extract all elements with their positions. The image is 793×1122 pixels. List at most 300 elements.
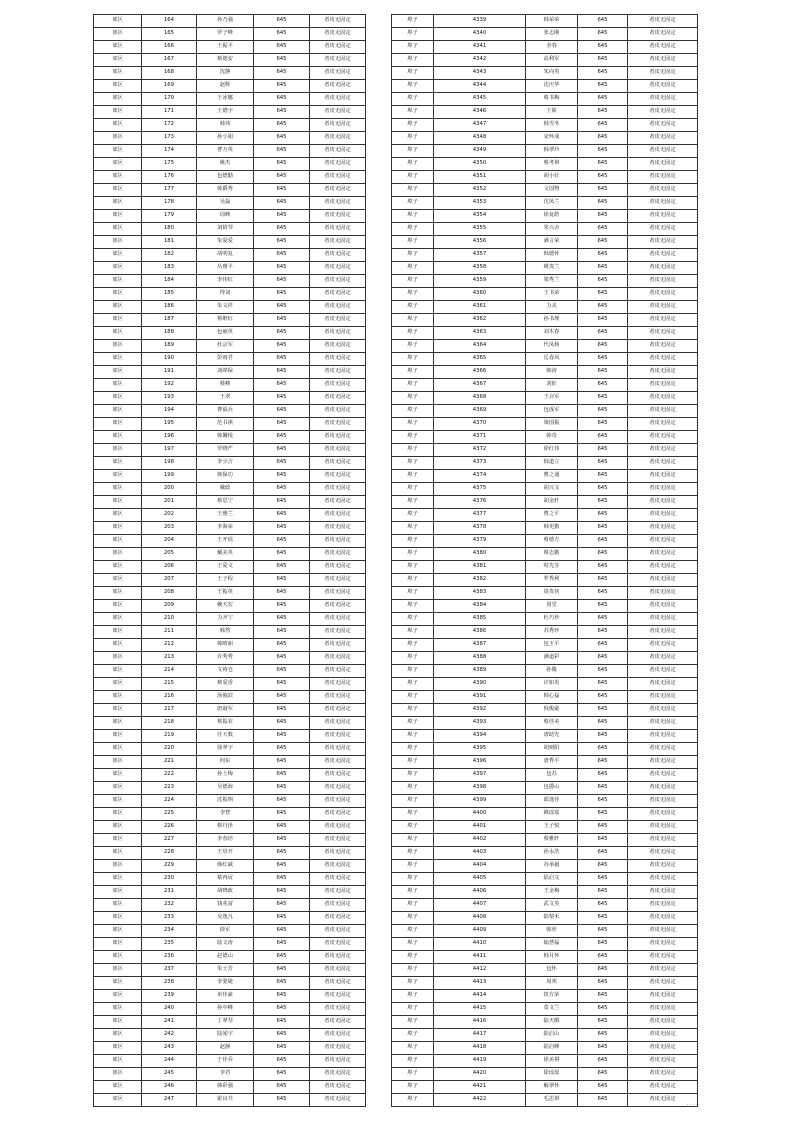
district-cell: 埠子 — [392, 145, 434, 158]
amount-cell: 645 — [578, 470, 628, 483]
status-cell: 者皮无固定 — [628, 444, 698, 457]
status-cell: 者皮无固定 — [628, 262, 698, 275]
roster-table-right — [391, 14, 698, 1107]
name-cell: 胡金轩 — [526, 496, 578, 509]
table-row — [94, 67, 366, 80]
name-cell: 韩道立 — [526, 457, 578, 470]
name-cell: 丛雅平 — [197, 262, 254, 275]
district-cell: 郊区 — [94, 691, 142, 704]
amount-cell: 645 — [254, 405, 310, 418]
seq-cell: 4351 — [434, 171, 526, 184]
amount-cell: 645 — [578, 600, 628, 613]
status-cell: 者皮无固定 — [310, 1068, 366, 1081]
amount-cell: 645 — [578, 613, 628, 626]
table-row — [392, 379, 698, 392]
status-cell: 者皮无固定 — [628, 652, 698, 665]
table-row — [94, 509, 366, 522]
district-cell: 埠子 — [392, 314, 434, 327]
table-row — [94, 405, 366, 418]
district-cell: 郊区 — [94, 678, 142, 691]
amount-cell: 645 — [254, 899, 310, 912]
name-cell: 王翠 — [197, 392, 254, 405]
status-cell: 者皮无固定 — [310, 80, 366, 93]
district-cell: 埠子 — [392, 353, 434, 366]
seq-cell: 4350 — [434, 158, 526, 171]
seq-cell: 191 — [142, 366, 197, 379]
name-cell: 朱向英 — [526, 67, 578, 80]
seq-cell: 4387 — [434, 639, 526, 652]
amount-cell: 645 — [578, 444, 628, 457]
name-cell: 李要婕 — [197, 977, 254, 990]
table-row — [94, 626, 366, 639]
table-row — [94, 652, 366, 665]
amount-cell: 645 — [254, 444, 310, 457]
amount-cell: 645 — [254, 652, 310, 665]
name-cell: 王书荣 — [526, 288, 578, 301]
status-cell: 者皮无固定 — [310, 145, 366, 158]
table-row — [94, 743, 366, 756]
amount-cell: 645 — [578, 28, 628, 41]
amount-cell: 645 — [254, 977, 310, 990]
name-cell: 李春培 — [197, 834, 254, 847]
status-cell: 者皮无固定 — [628, 977, 698, 990]
seq-cell: 4342 — [434, 54, 526, 67]
amount-cell: 645 — [254, 834, 310, 847]
name-cell: 沈庆华 — [526, 80, 578, 93]
seq-cell: 4382 — [434, 574, 526, 587]
table-row — [392, 730, 698, 743]
seq-cell: 4344 — [434, 80, 526, 93]
table-row — [392, 223, 698, 236]
seq-cell: 206 — [142, 561, 197, 574]
district-cell: 郊区 — [94, 28, 142, 41]
table-row — [392, 28, 698, 41]
status-cell: 者皮无固定 — [628, 704, 698, 717]
amount-cell: 645 — [578, 574, 628, 587]
status-cell: 者皮无固定 — [310, 184, 366, 197]
name-cell: 陆启文 — [526, 873, 578, 886]
table-row — [94, 366, 366, 379]
seq-cell: 4392 — [434, 704, 526, 717]
district-cell: 郊区 — [94, 1055, 142, 1068]
district-cell: 埠子 — [392, 366, 434, 379]
seq-cell: 200 — [142, 483, 197, 496]
district-cell: 埠子 — [392, 106, 434, 119]
seq-cell: 187 — [142, 314, 197, 327]
table-row — [94, 886, 366, 899]
name-cell: 高利军 — [526, 54, 578, 67]
status-cell: 者皮无固定 — [310, 379, 366, 392]
district-cell: 郊区 — [94, 899, 142, 912]
amount-cell: 645 — [254, 1055, 310, 1068]
district-cell: 埠子 — [392, 249, 434, 262]
district-cell: 郊区 — [94, 613, 142, 626]
status-cell: 者皮无固定 — [310, 444, 366, 457]
seq-cell: 4354 — [434, 210, 526, 223]
status-cell: 者皮无固定 — [628, 990, 698, 1003]
amount-cell: 645 — [578, 457, 628, 470]
table-row — [392, 158, 698, 171]
status-cell: 者皮无固定 — [628, 535, 698, 548]
district-cell: 埠子 — [392, 769, 434, 782]
name-cell: 韩翠玲 — [526, 145, 578, 158]
seq-cell: 4408 — [434, 912, 526, 925]
seq-cell: 210 — [142, 613, 197, 626]
status-cell: 者皮无固定 — [628, 1029, 698, 1042]
seq-cell: 4365 — [434, 353, 526, 366]
district-cell: 郊区 — [94, 860, 142, 873]
status-cell: 者皮无固定 — [628, 1016, 698, 1029]
seq-cell: 224 — [142, 795, 197, 808]
district-cell: 埠子 — [392, 561, 434, 574]
name-cell: 姚杰 — [197, 158, 254, 171]
district-cell: 埠子 — [392, 691, 434, 704]
name-cell: 徐翠宇 — [197, 743, 254, 756]
amount-cell: 645 — [254, 639, 310, 652]
district-cell: 郊区 — [94, 392, 142, 405]
table-row — [94, 15, 366, 28]
table-row — [392, 301, 698, 314]
seq-cell: 4375 — [434, 483, 526, 496]
amount-cell: 645 — [578, 171, 628, 184]
status-cell: 者皮无固定 — [628, 171, 698, 184]
name-cell: 谷承毅 — [526, 860, 578, 873]
seq-cell: 220 — [142, 743, 197, 756]
district-cell: 埠子 — [392, 119, 434, 132]
amount-cell: 645 — [578, 15, 628, 28]
district-cell: 郊区 — [94, 1081, 142, 1094]
table-row — [392, 418, 698, 431]
name-cell: 蔡思宁 — [197, 496, 254, 509]
status-cell: 者皮无固定 — [628, 873, 698, 886]
seq-cell: 4352 — [434, 184, 526, 197]
status-cell: 者皮无固定 — [628, 340, 698, 353]
district-cell: 埠子 — [392, 496, 434, 509]
district-cell: 郊区 — [94, 314, 142, 327]
amount-cell: 645 — [578, 1042, 628, 1055]
district-cell: 埠子 — [392, 600, 434, 613]
seq-cell: 4373 — [434, 457, 526, 470]
status-cell: 者皮无固定 — [310, 665, 366, 678]
district-cell: 郊区 — [94, 509, 142, 522]
district-cell: 埠子 — [392, 652, 434, 665]
table-row — [94, 340, 366, 353]
table-row — [94, 1042, 366, 1055]
status-cell: 者皮无固定 — [628, 223, 698, 236]
amount-cell: 645 — [578, 223, 628, 236]
district-cell: 埠子 — [392, 275, 434, 288]
seq-cell: 4399 — [434, 795, 526, 808]
seq-cell: 199 — [142, 470, 197, 483]
district-cell: 郊区 — [94, 1003, 142, 1016]
seq-cell: 177 — [142, 184, 197, 197]
district-cell: 郊区 — [94, 548, 142, 561]
name-cell: 蔡德安 — [197, 54, 254, 67]
status-cell: 者皮无固定 — [310, 1003, 366, 1016]
amount-cell: 645 — [578, 639, 628, 652]
district-cell: 埠子 — [392, 548, 434, 561]
status-cell: 者皮无固定 — [628, 626, 698, 639]
amount-cell: 645 — [254, 782, 310, 795]
district-cell: 埠子 — [392, 470, 434, 483]
amount-cell: 645 — [254, 1068, 310, 1081]
status-cell: 者皮无固定 — [310, 405, 366, 418]
amount-cell: 645 — [578, 132, 628, 145]
amount-cell: 645 — [254, 561, 310, 574]
name-cell: 朱文祥 — [197, 301, 254, 314]
status-cell: 者皮无固定 — [628, 236, 698, 249]
district-cell: 埠子 — [392, 80, 434, 93]
status-cell: 者皮无固定 — [628, 912, 698, 925]
table-row — [392, 171, 698, 184]
table-row — [392, 314, 698, 327]
status-cell: 者皮无固定 — [310, 366, 366, 379]
table-row — [392, 145, 698, 158]
seq-cell: 4389 — [434, 665, 526, 678]
status-cell: 者皮无固定 — [628, 28, 698, 41]
amount-cell: 645 — [578, 717, 628, 730]
district-cell: 埠子 — [392, 795, 434, 808]
name-cell: 徐瑶瑶 — [526, 1068, 578, 1081]
name-cell: 力齐宁 — [197, 613, 254, 626]
name-cell: 单佳豪 — [197, 990, 254, 1003]
status-cell: 者皮无固定 — [310, 678, 366, 691]
district-cell: 埠子 — [392, 67, 434, 80]
amount-cell: 645 — [254, 717, 310, 730]
seq-cell: 207 — [142, 574, 197, 587]
status-cell: 者皮无固定 — [310, 977, 366, 990]
status-cell: 者皮无固定 — [628, 639, 698, 652]
amount-cell: 645 — [578, 158, 628, 171]
name-cell: 李智 — [197, 808, 254, 821]
amount-cell: 645 — [254, 704, 310, 717]
table-row — [94, 184, 366, 197]
status-cell: 者皮无固定 — [310, 288, 366, 301]
table-row — [392, 769, 698, 782]
name-cell: 韩德怀 — [526, 249, 578, 262]
amount-cell: 645 — [254, 210, 310, 223]
amount-cell: 645 — [254, 990, 310, 1003]
name-cell: 韩月怀 — [526, 951, 578, 964]
name-cell: 许秀秀 — [197, 652, 254, 665]
status-cell: 者皮无固定 — [310, 223, 366, 236]
seq-cell: 4371 — [434, 431, 526, 444]
table-row — [392, 1003, 698, 1016]
table-row — [392, 184, 698, 197]
status-cell: 者皮无固定 — [628, 457, 698, 470]
status-cell: 者皮无固定 — [310, 1042, 366, 1055]
table-row — [94, 496, 366, 509]
name-cell: 赖天宏 — [197, 600, 254, 613]
seq-cell: 236 — [142, 951, 197, 964]
name-cell: 胡晓政 — [197, 886, 254, 899]
seq-cell: 201 — [142, 496, 197, 509]
roster-table-body — [392, 15, 698, 1107]
district-cell: 郊区 — [94, 197, 142, 210]
table-row — [392, 795, 698, 808]
status-cell: 者皮无固定 — [628, 743, 698, 756]
status-cell: 者皮无固定 — [310, 132, 366, 145]
seq-cell: 237 — [142, 964, 197, 977]
name-cell: 蔡丹泽 — [197, 821, 254, 834]
amount-cell: 645 — [578, 561, 628, 574]
district-cell: 郊区 — [94, 41, 142, 54]
amount-cell: 645 — [578, 873, 628, 886]
table-row — [94, 951, 366, 964]
name-cell: 徐红伟 — [526, 444, 578, 457]
status-cell: 者皮无固定 — [310, 483, 366, 496]
amount-cell: 645 — [578, 522, 628, 535]
name-cell: 解翠怀 — [526, 1081, 578, 1094]
name-cell: 丁翠琴 — [197, 1016, 254, 1029]
amount-cell: 645 — [254, 1094, 310, 1107]
name-cell: 蔡再谊 — [197, 873, 254, 886]
name-cell: 蔡峰 — [197, 379, 254, 392]
status-cell: 者皮无固定 — [628, 1003, 698, 1016]
seq-cell: 4366 — [434, 366, 526, 379]
seq-cell: 4421 — [434, 1081, 526, 1094]
amount-cell: 645 — [578, 353, 628, 366]
seq-cell: 174 — [142, 145, 197, 158]
seq-cell: 192 — [142, 379, 197, 392]
seq-cell: 4340 — [434, 28, 526, 41]
table-row — [392, 548, 698, 561]
table-row — [392, 119, 698, 132]
table-row — [94, 964, 366, 977]
name-cell: 胡兴文 — [526, 483, 578, 496]
name-cell: 王召军 — [526, 392, 578, 405]
name-cell: 王开瑶 — [197, 535, 254, 548]
table-row — [94, 119, 366, 132]
seq-cell: 4404 — [434, 860, 526, 873]
name-cell: 包丽英 — [197, 327, 254, 340]
table-row — [392, 132, 698, 145]
status-cell: 者皮无固定 — [310, 587, 366, 600]
name-cell: 周贵侠 — [526, 587, 578, 600]
seq-cell: 4414 — [434, 990, 526, 1003]
amount-cell: 645 — [578, 301, 628, 314]
status-cell: 者皮无固定 — [628, 717, 698, 730]
district-cell: 埠子 — [392, 93, 434, 106]
district-cell: 郊区 — [94, 587, 142, 600]
status-cell: 者皮无固定 — [628, 379, 698, 392]
amount-cell: 645 — [254, 275, 310, 288]
district-cell: 郊区 — [94, 717, 142, 730]
name-cell: 杜宗军 — [197, 340, 254, 353]
table-row — [94, 782, 366, 795]
status-cell: 者皮无固定 — [628, 41, 698, 54]
name-cell: 李春 — [526, 41, 578, 54]
table-row — [94, 249, 366, 262]
amount-cell: 645 — [254, 847, 310, 860]
table-row — [94, 548, 366, 561]
table-row — [94, 236, 366, 249]
seq-cell: 215 — [142, 678, 197, 691]
table-row — [392, 613, 698, 626]
name-cell: 韩心磊 — [526, 691, 578, 704]
table-row — [392, 509, 698, 522]
status-cell: 者皮无固定 — [628, 938, 698, 951]
amount-cell: 645 — [254, 613, 310, 626]
table-row — [392, 210, 698, 223]
seq-cell: 4385 — [434, 613, 526, 626]
status-cell: 者皮无固定 — [628, 15, 698, 28]
seq-cell: 4349 — [434, 145, 526, 158]
status-cell: 者皮无固定 — [628, 964, 698, 977]
seq-cell: 4343 — [434, 67, 526, 80]
table-row — [392, 15, 698, 28]
name-cell: 王崇开 — [197, 847, 254, 860]
table-row — [392, 886, 698, 899]
name-cell: 胡小壮 — [526, 171, 578, 184]
seq-cell: 4378 — [434, 522, 526, 535]
table-row — [94, 535, 366, 548]
name-cell: 赵辉 — [197, 80, 254, 93]
table-row — [392, 600, 698, 613]
district-cell: 埠子 — [392, 444, 434, 457]
district-cell: 埠子 — [392, 717, 434, 730]
status-cell: 者皮无固定 — [310, 236, 366, 249]
amount-cell: 645 — [578, 41, 628, 54]
name-cell: 孙中峰 — [197, 1003, 254, 1016]
name-cell: 徐复皓 — [526, 210, 578, 223]
amount-cell: 645 — [578, 145, 628, 158]
amount-cell: 645 — [254, 93, 310, 106]
district-cell: 郊区 — [94, 15, 142, 28]
status-cell: 者皮无固定 — [628, 730, 698, 743]
status-cell: 者皮无固定 — [310, 353, 366, 366]
table-row — [392, 860, 698, 873]
seq-cell: 229 — [142, 860, 197, 873]
name-cell: 沈振翔 — [197, 795, 254, 808]
status-cell: 者皮无固定 — [628, 587, 698, 600]
status-cell: 者皮无固定 — [628, 1042, 698, 1055]
seq-cell: 4347 — [434, 119, 526, 132]
seq-cell: 216 — [142, 691, 197, 704]
table-row — [392, 834, 698, 847]
district-cell: 郊区 — [94, 106, 142, 119]
amount-cell: 645 — [254, 15, 310, 28]
table-row — [94, 132, 366, 145]
name-cell: 唐秀平 — [526, 756, 578, 769]
district-cell: 郊区 — [94, 1016, 142, 1029]
district-cell: 郊区 — [94, 769, 142, 782]
amount-cell: 645 — [578, 431, 628, 444]
district-cell: 郊区 — [94, 54, 142, 67]
status-cell: 者皮无固定 — [628, 821, 698, 834]
status-cell: 者皮无固定 — [310, 756, 366, 769]
seq-cell: 4412 — [434, 964, 526, 977]
seq-cell: 4386 — [434, 626, 526, 639]
name-cell: 韩保功 — [197, 470, 254, 483]
table-row — [392, 873, 698, 886]
amount-cell: 645 — [578, 548, 628, 561]
status-cell: 者皮无固定 — [628, 613, 698, 626]
amount-cell: 645 — [578, 1068, 628, 1081]
amount-cell: 645 — [254, 483, 310, 496]
district-cell: 埠子 — [392, 301, 434, 314]
name-cell: 韩更勤 — [526, 522, 578, 535]
district-cell: 郊区 — [94, 431, 142, 444]
amount-cell: 645 — [578, 782, 628, 795]
status-cell: 者皮无固定 — [310, 522, 366, 535]
seq-cell: 4417 — [434, 1029, 526, 1042]
district-cell: 埠子 — [392, 990, 434, 1003]
name-cell: 毛思祺 — [526, 1094, 578, 1107]
status-cell: 者皮无固定 — [628, 795, 698, 808]
status-cell: 者皮无固定 — [310, 600, 366, 613]
district-cell: 埠子 — [392, 704, 434, 717]
